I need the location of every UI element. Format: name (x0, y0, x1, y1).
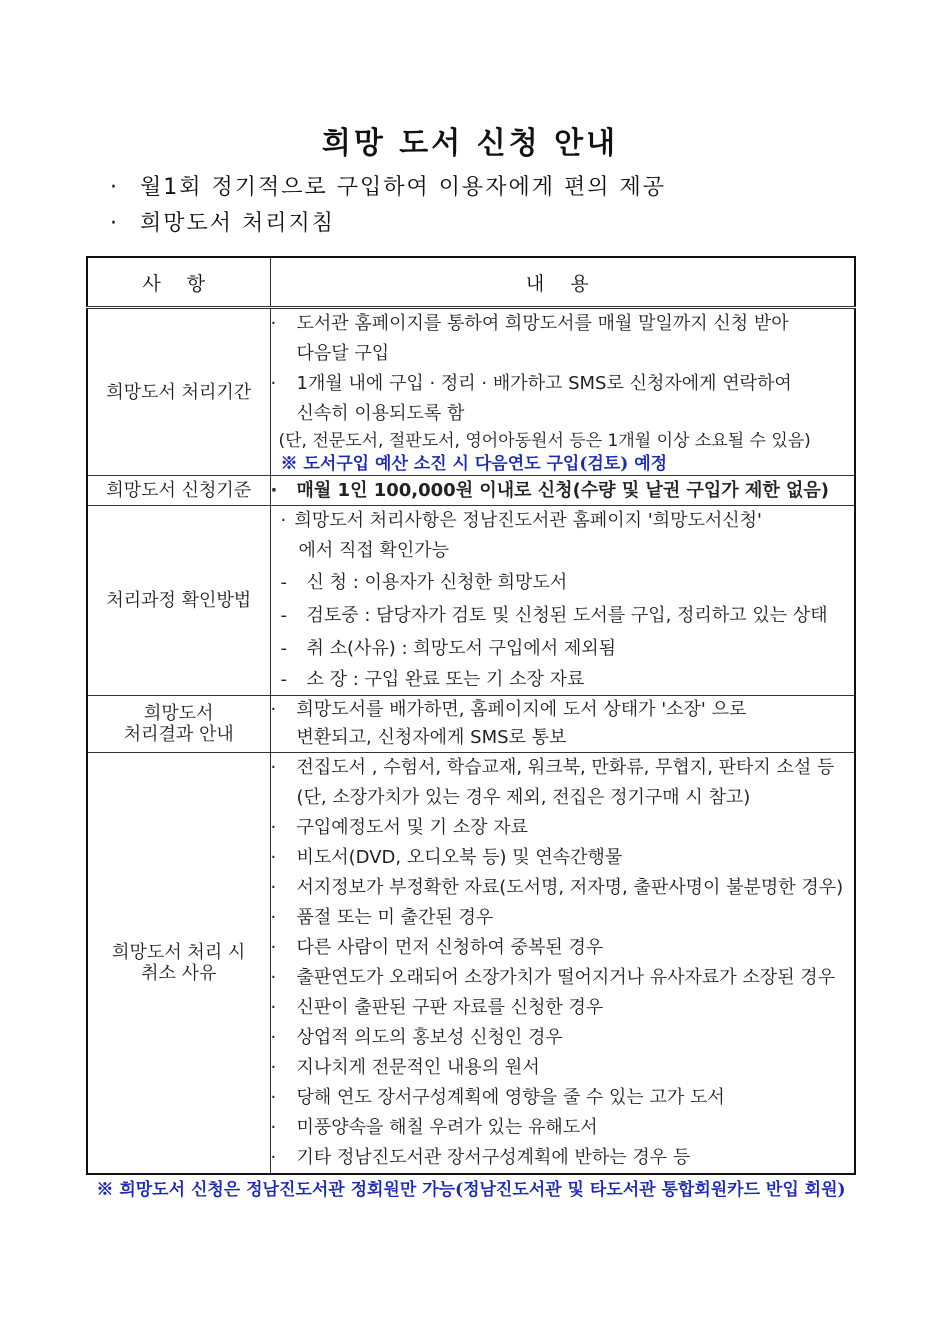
line-marker: - (280, 669, 287, 690)
row-label-period: 희망도서 처리기간 (87, 308, 270, 476)
line-text: 기타 정남진도서관 장서구성계획에 반하는 경우 등 (296, 1147, 691, 1168)
line-text: 품절 또는 미 출간된 경우 (296, 907, 494, 928)
label-line: 희망도서 처리 시 (112, 942, 246, 963)
bullet-marker: · (110, 175, 119, 200)
table-row-criteria (87, 476, 855, 506)
content-line-indent: (단, 소장가치가 있는 경우 제외, 전집은 정기구매 시 참고) (296, 787, 751, 808)
line-marker: · (270, 313, 277, 334)
content-line (271, 753, 855, 783)
budget-note: ※ 도서구입 예산 소진 시 다음연도 구입(검토) 예정 (280, 454, 668, 474)
content-line (271, 369, 855, 399)
bullet-text: 희망도서 처리지침 (140, 211, 336, 236)
row-label-cancel (87, 753, 270, 1175)
line-text: 전집도서 , 수험서, 학습교재, 워크북, 만화류, 무협지, 판타지 소설 등 (296, 757, 835, 778)
line-marker: · (270, 877, 277, 898)
line-marker: · (270, 479, 278, 501)
row-content-check (270, 506, 855, 696)
label-line: 취소 사유 (141, 963, 217, 984)
line-marker: · (270, 997, 277, 1018)
row-content-result (270, 696, 855, 753)
content-line (271, 933, 855, 963)
line-marker: · (280, 510, 287, 531)
content-line-indent: 다음달 구입 (296, 343, 390, 364)
table-row-period (87, 308, 855, 476)
line-text: 취 소(사유) : 희망도서 구입에서 제외됨 (306, 638, 617, 659)
line-text: 희망도서를 배가하면, 홈페이지에 도서 상태가 '소장' 으로 (296, 699, 747, 720)
content-line (271, 813, 855, 843)
line-text: 당해 연도 장서구성계획에 영향을 줄 수 있는 고가 도서 (296, 1087, 725, 1108)
content-line (271, 478, 855, 504)
line-text: 지나치게 전문적인 내용의 원서 (296, 1057, 540, 1078)
label-line: 희망도서 (143, 703, 214, 724)
line-text: 출판연도가 오래되어 소장가치가 떨어지거나 유사자료가 소장된 경우 (296, 967, 836, 988)
intro-bullet-1 (110, 170, 666, 201)
content-line (271, 873, 855, 903)
line-marker: · (270, 1117, 277, 1138)
line-text: 도서관 홈페이지를 통하여 희망도서를 매월 말일까지 신청 받아 (296, 313, 789, 334)
row-content-cancel (270, 753, 855, 1175)
header-content: 내 용 (270, 257, 855, 308)
line-text: 상업적 의도의 홍보성 신청인 경우 (296, 1027, 563, 1048)
content-line (271, 843, 855, 873)
content-line (271, 696, 855, 724)
status-line-apply (281, 566, 855, 599)
status-line-owned (281, 665, 855, 695)
row-content-criteria (270, 476, 855, 506)
content-line-indent: 에서 직접 확인가능 (298, 540, 450, 561)
membership-footnote: ※ 희망도서 신청은 정남진도서관 정회원만 가능(정남진도서관 및 타도서관 통합회원카드 반입 회원) (96, 1180, 846, 1200)
content-line (271, 903, 855, 933)
content-line-indent: 변환되고, 신청자에게 SMS로 통보 (296, 727, 567, 748)
header-item: 사 항 (87, 257, 270, 308)
line-marker: · (270, 847, 277, 868)
line-marker: - (280, 605, 287, 626)
line-marker: · (270, 757, 277, 778)
content-line (281, 506, 855, 536)
content-line (271, 1023, 855, 1053)
bullet-text: 월1회 정기적으로 구입하여 이용자에게 편의 제공 (140, 175, 667, 200)
line-marker: · (270, 967, 277, 988)
line-marker: · (270, 937, 277, 958)
content-line (271, 1053, 855, 1083)
line-text: 검토중 : 담당자가 검토 및 신청된 도서를 구입, 정리하고 있는 상태 (306, 605, 828, 626)
line-text: 신판이 출판된 구판 자료를 신청한 경우 (296, 997, 604, 1018)
guideline-table (86, 256, 856, 1175)
line-marker: - (280, 638, 287, 659)
content-line (271, 1143, 855, 1173)
line-text: 구입예정도서 및 기 소장 자료 (296, 817, 529, 838)
intro-bullet-2 (110, 206, 335, 237)
line-marker: · (270, 907, 277, 928)
line-marker: · (270, 373, 277, 394)
table-row-cancel (87, 753, 855, 1175)
line-text: 신 청 : 이용자가 신청한 희망도서 (306, 572, 568, 593)
line-text: 소 장 : 구입 완료 또는 기 소장 자료 (306, 669, 585, 690)
period-note: (단, 전문도서, 절판도서, 영어아동원서 등은 1개월 이상 소요될 수 있음) (278, 431, 811, 451)
row-label-result (87, 696, 270, 753)
content-line (271, 1113, 855, 1143)
table-row-check (87, 506, 855, 696)
line-marker: · (270, 1087, 277, 1108)
content-line (271, 309, 855, 339)
row-label-criteria: 희망도서 신청기준 (87, 476, 270, 506)
line-marker: · (270, 1147, 277, 1168)
content-line-indent: 신속히 이용되도록 함 (296, 403, 465, 424)
line-marker: · (270, 699, 277, 720)
content-line (271, 1083, 855, 1113)
line-text: 미풍양속을 해칠 우려가 있는 유해도서 (296, 1117, 598, 1138)
line-text: 1개월 내에 구입 · 정리 · 배가하고 SMS로 신청자에게 연락하여 (296, 373, 792, 394)
line-marker: · (270, 1057, 277, 1078)
status-line-review (281, 599, 855, 632)
status-line-cancel (281, 632, 855, 665)
page-title: 희망 도서 신청 안내 (321, 126, 619, 161)
bullet-marker: · (110, 211, 119, 236)
line-text: 매월 1인 100,000원 이내로 신청(수량 및 낱권 구입가 제한 없음) (296, 479, 830, 501)
line-marker: · (270, 1027, 277, 1048)
line-text: 비도서(DVD, 오디오북 등) 및 연속간행물 (296, 847, 623, 868)
line-text: 희망도서 처리사항은 정남진도서관 홈페이지 '희망도서신청' (294, 510, 762, 531)
line-text: 서지정보가 부정확한 자료(도서명, 저자명, 출판사명이 불분명한 경우) (296, 877, 844, 898)
table-row-result (87, 696, 855, 753)
line-marker: - (280, 572, 287, 593)
line-text: 다른 사람이 먼저 신청하여 중복된 경우 (296, 937, 604, 958)
content-line (271, 963, 855, 993)
content-line (271, 993, 855, 1023)
line-marker: · (270, 817, 277, 838)
row-label-check: 처리과정 확인방법 (87, 506, 270, 696)
label-line: 처리결과 안내 (123, 724, 234, 745)
row-content-period (270, 308, 855, 476)
table-header-row (87, 257, 855, 308)
